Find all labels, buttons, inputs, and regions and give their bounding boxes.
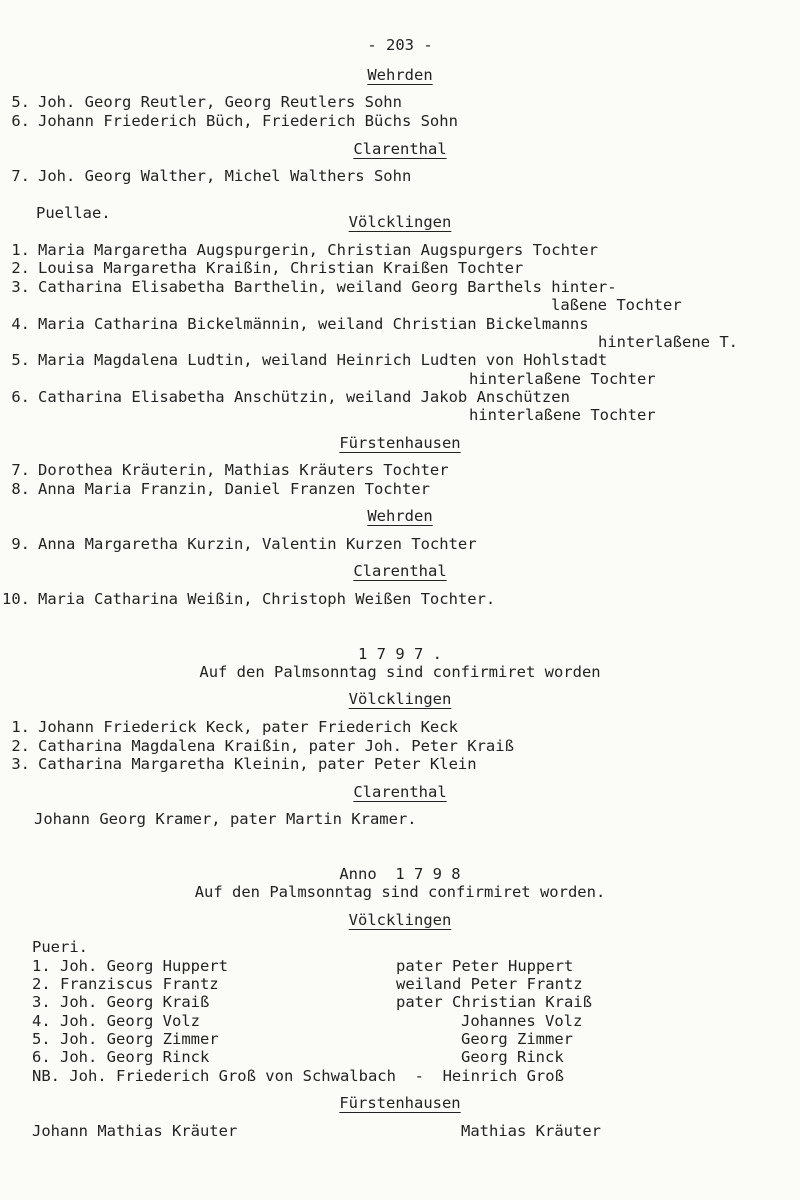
entry-line: 5. Joh. Georg Reutler, Georg Reutlers Sohn [11,93,402,111]
table-row: 5. Joh. Georg Zimmer [32,1030,219,1048]
entry-continuation: laßene Tochter [551,296,682,314]
heading-voelcklingen: Völcklingen [348,911,452,929]
heading-voelcklingen: Völcklingen [348,213,452,231]
entry-line: 1. Johann Friederick Keck, pater Friederich Keck [11,718,458,736]
entry-line: 3. Catharina Elisabetha Barthelin, weiland Georg Barthels hinter- [11,278,617,296]
table-row-father: Georg Rinck [461,1048,564,1066]
entry-line: 6. Catharina Elisabetha Anschützin, weiland Jakob Anschützen [11,388,570,406]
table-row: 4. Joh. Georg Volz [32,1012,200,1030]
entry-line: 9. Anna Margaretha Kurzin, Valentin Kurzen Tochter [11,535,477,553]
year-heading-1798: Anno 1 7 9 8 [339,865,461,883]
table-row-father: pater Peter Huppert [396,957,574,975]
entry-continuation: hinterlaßene Tochter [469,406,656,424]
pueri-label: Pueri. [32,938,88,956]
entry-continuation: hinterlaßene Tochter [469,370,656,388]
entry-name: Johann Mathias Kräuter [32,1122,238,1140]
entry-line: 8. Anna Maria Franzin, Daniel Franzen Tochter [11,480,430,498]
entry-line: 10. Maria Catharina Weißin, Christoph Weißen Tochter. [2,590,496,608]
entry-line: 7. Joh. Georg Walther, Michel Walthers Sohn [11,167,412,185]
entry-line: 7. Dorothea Kräuterin, Mathias Kräuters Tochter [11,461,449,479]
page-number: - 203 - [367,36,433,54]
heading-fuerstenhausen: Fürstenhausen [339,434,461,452]
heading-clarenthal: Clarenthal [353,783,447,801]
table-row: 6. Joh. Georg Rinck [32,1048,210,1066]
heading-voelcklingen: Völcklingen [348,690,452,708]
entry-line: 4. Maria Catharina Bickelmännin, weiland Christian Bickelmanns [11,315,589,333]
subtitle-1797: Auf den Palmsonntag sind confirmiret worden [199,663,601,681]
entry-line: 5. Maria Magdalena Ludtin, weiland Heinrich Ludten von Hohlstadt [11,351,608,369]
entry-continuation: hinterlaßene T. [598,333,738,351]
puellae-label: Puellae. [36,204,111,222]
year-heading-1797: 1 7 9 7 . [358,645,442,663]
nb-line: NB. Joh. Friederich Groß von Schwalbach - Heinrich Groß [32,1067,564,1085]
heading-fuerstenhausen: Fürstenhausen [339,1094,461,1112]
entry-line: 3. Catharina Margaretha Kleinin, pater Peter Klein [11,755,477,773]
entry-line: 2. Louisa Margaretha Kraißin, Christian Kraißen Tochter [11,259,524,277]
subtitle-1798: Auf den Palmsonntag sind confirmiret worden. [194,883,606,901]
table-row: 1. Joh. Georg Huppert [32,957,228,975]
heading-wehrden: Wehrden [367,507,433,525]
table-row-father: pater Christian Kraiß [396,993,592,1011]
table-row: 3. Joh. Georg Kraiß [32,993,210,1011]
heading-clarenthal: Clarenthal [353,140,447,158]
table-row-father: Georg Zimmer [461,1030,573,1048]
entry-line: 6. Johann Friederich Büch, Friederich Büchs Sohn [11,112,458,130]
heading-wehrden: Wehrden [367,66,433,84]
table-row: 2. Franziscus Frantz [32,975,219,993]
entry-line: Johann Georg Kramer, pater Martin Kramer. [34,810,417,828]
entry-father: Mathias Kräuter [461,1122,601,1140]
entry-line: 2. Catharina Magdalena Kraißin, pater Joh. Peter Kraiß [11,737,514,755]
table-row-father: Johannes Volz [461,1012,583,1030]
table-row-father: weiland Peter Frantz [396,975,583,993]
heading-clarenthal: Clarenthal [353,562,447,580]
entry-line: 1. Maria Margaretha Augspurgerin, Christian Augspurgers Tochter [11,241,598,259]
